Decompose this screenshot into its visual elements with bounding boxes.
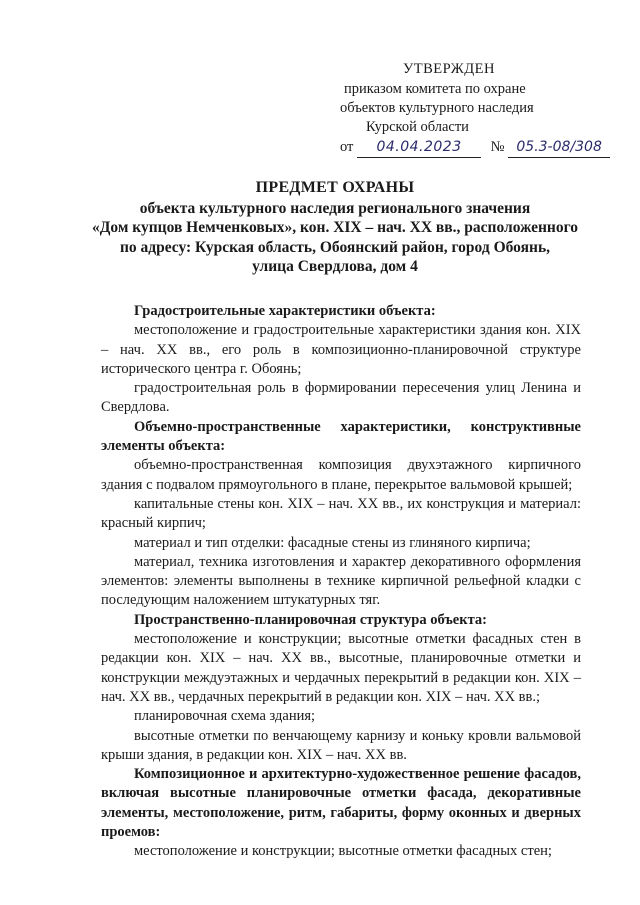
approval-heading: УТВЕРЖДЕН xyxy=(403,61,495,77)
number-prefix: № xyxy=(490,139,505,155)
section-item: материал, техника изготовления и характер декоративного оформления элементов: элементы выполнены в технике кирпичной рельефной кладки с последующим наложением штукатурных тяг. xyxy=(101,553,581,609)
handwritten-number: 05.3-08/308 xyxy=(508,138,610,158)
document-title-block xyxy=(0,178,640,277)
section-item: местоположение и конструкции; высотные отметки фасадных стен в редакции кон. XIX – нач. XX вв., высотные, планировочные отметки и конструкции междуэтажных и чердачных перекрытий в редакции кон. XIX – нач. XX вв., чердачных перекрытий в редакции кон. XIX – нач. XX вв.; xyxy=(101,631,581,705)
section-heading: Композиционное и архитектурно-художественное решение фасадов, включая высотные планировочные отметки фасада, декоративные элементы, местоположение, ритм, габариты, форму оконных и дверных проемов: xyxy=(101,766,581,841)
section-heading: Пространственно-планировочная структура объекта: xyxy=(134,611,487,628)
title-line-4: улица Свердлова, дом 4 xyxy=(252,258,418,275)
section-item: капитальные стены кон. XIX – нач. XX вв., их конструкция и материал: красный кирпич; xyxy=(101,495,581,532)
document-body xyxy=(101,302,581,862)
title-line-1: объекта культурного наследия регионального значения xyxy=(139,199,531,217)
section-item: градостроительная роль в формировании пересечения улиц Ленина и Свердлова. xyxy=(101,380,581,416)
title-line-3: по адресу: Курская область, Обоянский район, город Обоянь, xyxy=(119,238,551,256)
section-item: планировочная схема здания; xyxy=(134,708,316,725)
approval-line-1: приказом комитета по охране xyxy=(344,81,526,97)
approval-line-2: объектов культурного наследия xyxy=(340,100,534,116)
section-item: местоположение и градостроительные характеристики здания кон. XIX – нач. XX вв., его роль в композиционно-планировочной структуре исторического центра г. Обоянь; xyxy=(101,322,581,377)
section-item: местоположение и конструкции; высотные отметки фасадных стен; xyxy=(134,843,552,860)
document-title: ПРЕДМЕТ ОХРАНЫ xyxy=(255,179,415,196)
section-item: объемно-пространственная композиция двухэтажного кирпичного здания с подвалом прямоугольного в плане, перекрытое вальмовой крышей; xyxy=(101,457,581,493)
section-heading: Объемно-пространственные характеристики, конструктивные элементы объекта: xyxy=(101,418,581,455)
section-heading: Градостроительные характеристики объекта: xyxy=(134,303,436,319)
date-prefix: от xyxy=(340,139,354,155)
approval-line-3: Курской области xyxy=(366,119,469,135)
approval-date-line xyxy=(340,138,610,158)
section-item: высотные отметки по венчающему карнизу и коньку кровли вальмовой крыши здания, в редакции кон. XIX – нач. XX вв. xyxy=(101,727,581,763)
title-line-2: «Дом купцов Немченковых», кон. XIX – нач. XX вв., расположенного xyxy=(91,219,579,236)
handwritten-date: 04.04.2023 xyxy=(357,138,481,158)
section-item: материал и тип отделки: фасадные стены из глиняного кирпича; xyxy=(134,534,531,551)
